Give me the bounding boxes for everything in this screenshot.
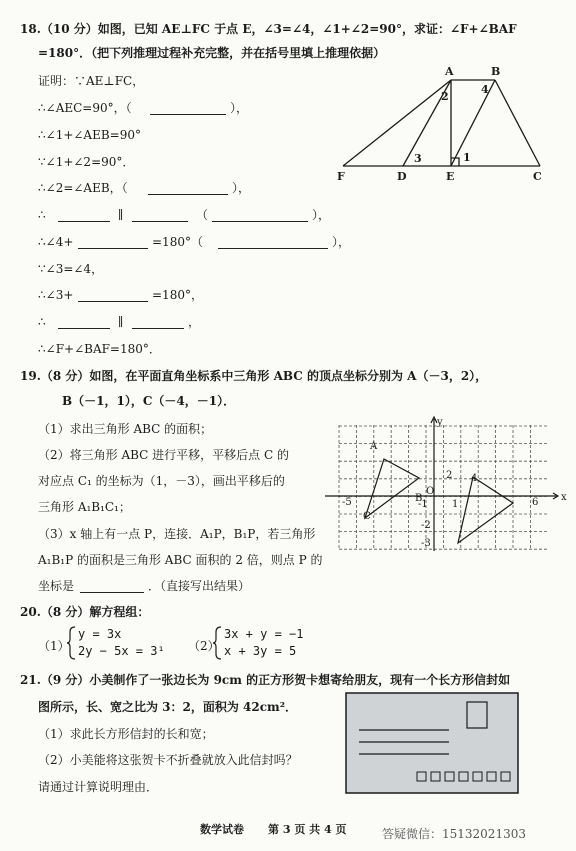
q18-proof-line-6: ∴ bbox=[38, 208, 46, 222]
q21-part-2: （2）小美能将这张贺卡不折叠就放入此信封吗？ bbox=[38, 753, 298, 767]
label-C: C bbox=[533, 170, 542, 183]
angle-3-label: 3 bbox=[414, 152, 422, 165]
point-B-label: B bbox=[415, 493, 423, 504]
q18-geometry-figure bbox=[335, 62, 560, 187]
label-D: D bbox=[397, 170, 407, 183]
q19-header: 19.（8 分）如图，在平面直角坐标系中三角形 ABC 的顶点坐标分别为 A（－3，2）， bbox=[20, 369, 488, 383]
q21-header: 21.（9 分）小美制作了一张边长为 9cm 的正方形贺卡想寄给朋友，现有一个长方形信封如 bbox=[20, 673, 511, 687]
q20-system-1-eq1: y = 3x bbox=[78, 627, 122, 641]
q19-part-2-line-2: 对应点 C₁ 的坐标为（1，－3），画出平移后的 bbox=[38, 474, 285, 488]
q18-answer-blank[interactable] bbox=[132, 220, 188, 222]
q18-proof-line-5: ∴∠2=∠AEB，（ bbox=[38, 181, 128, 195]
point-A-label: A bbox=[370, 441, 378, 452]
q18-parallel-sign: ∥ bbox=[118, 315, 124, 329]
q19-part-3-tail: ．（直接写出结果） bbox=[148, 579, 251, 593]
q18-paren-close: ）， bbox=[230, 101, 249, 115]
q18-answer-blank[interactable] bbox=[148, 193, 228, 195]
q18-proof-line-8: ∵∠3=∠4， bbox=[38, 262, 104, 276]
y-axis-label: y bbox=[437, 417, 443, 428]
q19-part-1: （1）求出三角形 ABC 的面积； bbox=[38, 422, 213, 436]
q20-system-1-eq2: 2y − 5x = 3¹ bbox=[78, 644, 165, 658]
q18-parallel-sign: ∥ bbox=[118, 208, 124, 222]
footer-title: 数学试卷 bbox=[200, 823, 244, 836]
envelope-figure bbox=[345, 692, 520, 795]
q20-header: 20.（8 分）解方程组： bbox=[20, 605, 150, 619]
triangle-ABC bbox=[365, 459, 419, 518]
q21-part-1: （1）求此长方形信封的长和宽； bbox=[38, 727, 214, 741]
angle-4-label: 4 bbox=[481, 83, 489, 96]
q21-header-2: 图所示，长、宽之比为 3：2，面积为 42cm²． bbox=[38, 700, 298, 714]
tick-label: 2 bbox=[446, 470, 453, 481]
angle-1-label: 1 bbox=[463, 151, 471, 164]
tick-label: -5 bbox=[342, 497, 352, 508]
q20-system-1-label: （1） bbox=[38, 639, 70, 653]
tick-label: 1 bbox=[452, 499, 459, 510]
q18-answer-blank[interactable] bbox=[58, 327, 110, 329]
q19-part-3-line-3: 坐标是 bbox=[38, 579, 75, 593]
q18-answer-blank[interactable] bbox=[132, 327, 184, 329]
q18-answer-blank[interactable] bbox=[150, 113, 226, 115]
q19-answer-blank[interactable] bbox=[80, 591, 144, 593]
q18-paren-close: ）， bbox=[232, 181, 251, 195]
q18-proof-line-3: ∴∠1+∠AEB=90° bbox=[38, 128, 142, 142]
point-C-label: C bbox=[363, 511, 371, 522]
tick-label: 6 bbox=[532, 497, 539, 508]
q18-proof-line-7: ∴∠4+ bbox=[38, 235, 74, 249]
q18-comma: ， bbox=[188, 315, 201, 329]
label-B: B bbox=[491, 65, 501, 78]
q19-part-3-line-2: A₁B₁P 的面积是三角形 ABC 面积的 2 倍，则点 P 的 bbox=[38, 553, 323, 567]
label-A: A bbox=[445, 65, 454, 78]
q20-system-2-eq2: x + 3y = 5 bbox=[224, 644, 297, 658]
q19-part-2-line-3: 三角形 A₁B₁C₁； bbox=[38, 500, 131, 514]
q19-header-2: B（－1，1），C（－4，－1）． bbox=[62, 394, 236, 408]
tick-label: 4 bbox=[471, 473, 478, 484]
angle-2-label: 2 bbox=[441, 90, 449, 103]
origin-label: O bbox=[426, 486, 435, 497]
q18-header: 18.（10 分）如图，已知 AE⊥FC 于点 E，∠3=∠4，∠1+∠2=90°，求证：∠F+∠BAF bbox=[20, 22, 517, 36]
q18-proof-line-4: ∵∠1+∠2=90°． bbox=[38, 155, 135, 169]
q20-system-2-eq1: 3x + y = −1 bbox=[224, 627, 304, 641]
q18-proof-line-1: 证明：∵AE⊥FC， bbox=[38, 74, 145, 88]
x-axis-label: x bbox=[561, 492, 567, 503]
footer-wechat-watermark: 答疑微信：15132021303 bbox=[382, 827, 526, 841]
q18-equals-180: =180°， bbox=[152, 288, 203, 302]
q18-paren-close: ）， bbox=[332, 235, 351, 249]
q19-part-3-line-1: （3）x 轴上有一点 P，连接．A₁P，B₁P，若三角形 bbox=[38, 527, 316, 541]
q18-header-2: =180°．（把下列推理过程补充完整，并在括号里填上推理依据） bbox=[38, 46, 386, 60]
q18-proof-line-11: ∴∠F+∠BAF=180°． bbox=[38, 342, 161, 356]
tick-label: -3 bbox=[421, 538, 431, 549]
q18-answer-blank[interactable] bbox=[212, 220, 308, 222]
left-brace-icon bbox=[212, 626, 222, 660]
q18-answer-blank[interactable] bbox=[78, 300, 148, 302]
q19-coordinate-grid bbox=[325, 415, 570, 555]
q18-answer-blank[interactable] bbox=[58, 220, 110, 222]
q18-paren-close: ）， bbox=[312, 208, 331, 222]
q20-system-2-label: （2） bbox=[188, 639, 220, 653]
left-brace-icon bbox=[66, 626, 76, 660]
triangle-A1B1C1 bbox=[458, 477, 513, 543]
footer-page-number: 第 3 页 共 4 页 bbox=[268, 823, 347, 836]
q19-part-2-line-1: （2）将三角形 ABC 进行平移，平移后点 C 的 bbox=[38, 448, 289, 462]
label-E: E bbox=[446, 170, 455, 183]
q18-proof-line-2: ∴∠AEC=90°，（ bbox=[38, 101, 132, 115]
q18-proof-line-9: ∴∠3+ bbox=[38, 288, 74, 302]
q21-part-3: 请通过计算说明理由． bbox=[38, 780, 159, 794]
tick-label: -1 bbox=[418, 499, 428, 510]
q18-answer-blank[interactable] bbox=[78, 247, 148, 249]
q18-equals-180: =180°（ bbox=[152, 235, 203, 249]
q18-answer-blank[interactable] bbox=[218, 247, 328, 249]
label-F: F bbox=[337, 170, 345, 183]
q18-paren-open: （ bbox=[196, 208, 209, 222]
q18-proof-line-10: ∴ bbox=[38, 315, 46, 329]
tick-label: -2 bbox=[421, 520, 431, 531]
